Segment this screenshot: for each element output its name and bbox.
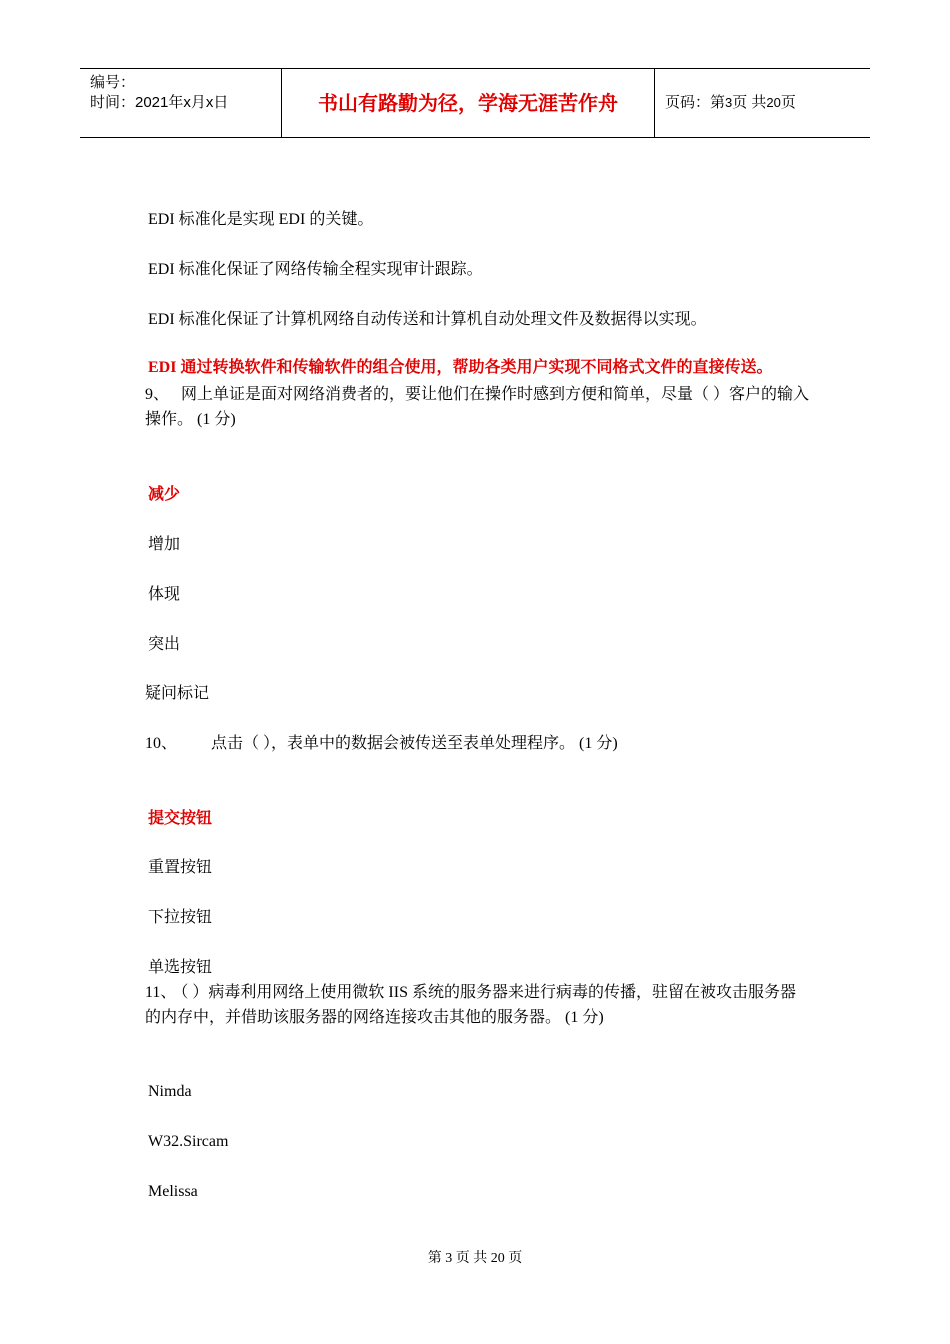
option-line: Nimda xyxy=(148,1083,192,1100)
option-line: 增加 xyxy=(148,536,181,553)
question-number: 9、 xyxy=(145,386,170,403)
question-10 xyxy=(145,731,810,756)
question-11 xyxy=(145,980,810,1030)
option-line: EDI 标准化是实现 EDI 的关键。 xyxy=(148,211,374,228)
page-prefix: 页码：第 xyxy=(665,94,726,111)
page-header xyxy=(80,68,870,138)
option-line: 重置按钮 xyxy=(148,859,213,876)
page-mid: 页 共 xyxy=(732,94,767,111)
page-suffix: 页 xyxy=(780,94,796,111)
correct-answer: 减少 xyxy=(148,486,181,503)
question-number: 11、 xyxy=(145,984,177,1001)
option-line: 下拉按钮 xyxy=(148,909,213,926)
correct-answer: 提交按钮 xyxy=(148,810,213,827)
header-motto: 书山有路勤为径，学海无涯苦作舟 xyxy=(318,91,618,115)
question-text: （ ）病毒利用网络上使用微软 IIS 系统的服务器来进行病毒的传播，驻留在被攻击服务器的内存中，并借助该服务器的网络连接攻击其他的服务器。 (1 分) xyxy=(145,984,796,1026)
question-9 xyxy=(145,382,810,432)
page-total: 20 xyxy=(766,95,781,110)
header-meta xyxy=(90,73,228,113)
correct-answer: EDI 通过转换软件和传输软件的组合使用，帮助各类用户实现不同格式文件的直接传送。 xyxy=(148,359,773,376)
number-label: 编号： xyxy=(90,74,136,91)
option-line: 体现 xyxy=(148,586,181,603)
option-line: 突出 xyxy=(148,636,181,653)
option-line: Melissa xyxy=(148,1183,198,1200)
page-number: 3 xyxy=(725,95,733,110)
question-text: 点击（ ），表单中的数据会被传送至表单处理程序。 (1 分) xyxy=(211,735,618,752)
option-line: 单选按钮 xyxy=(148,959,213,976)
header-page-info xyxy=(665,69,796,137)
option-line: W32.Sircam xyxy=(148,1133,229,1150)
header-divider xyxy=(654,69,655,137)
option-line: EDI 标准化保证了计算机网络自动传送和计算机自动处理文件及数据得以实现。 xyxy=(148,311,707,328)
question-text: 网上单证是面对网络消费者的，要让他们在操作时感到方便和简单，尽量（ ）客户的输入操作。 (1 分) xyxy=(145,386,810,428)
question-number: 10、 xyxy=(145,735,178,752)
time-label: 时间：2021年x月x日 xyxy=(90,94,229,111)
question-mark-label: 疑问标记 xyxy=(145,685,210,702)
option-line: EDI 标准化保证了网络传输全程实现审计跟踪。 xyxy=(148,261,483,278)
page-footer: 第 3 页 共 20 页 xyxy=(427,1251,523,1266)
